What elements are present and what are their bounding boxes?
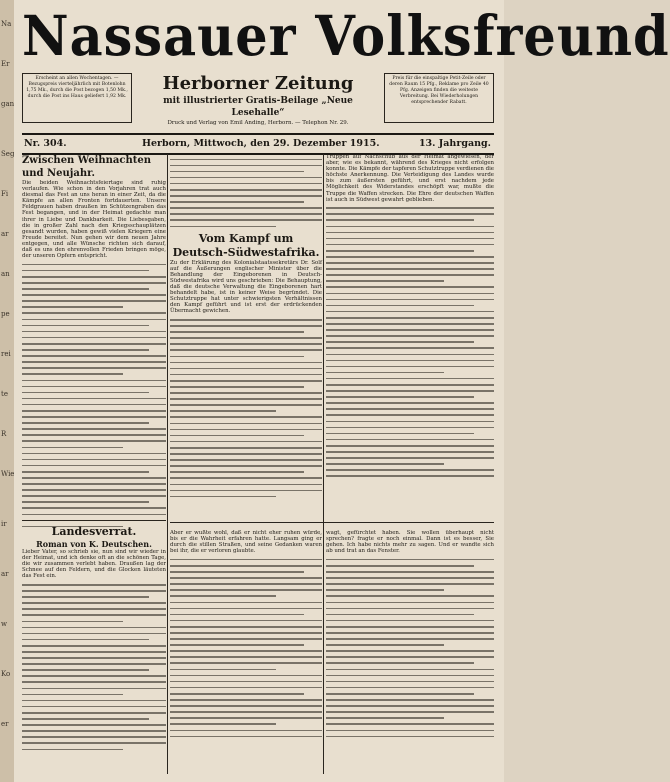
- column-rule: [323, 154, 324, 774]
- subscription-box: Erscheint an allen Wochentagen. — Bezugspreis vierteljährlich mit Botenlohn 1,75 Mk., durch die Post bezogen 1,50 Mk., durch die Post ins Haus geliefert 1,92 Mk.: [22, 73, 132, 123]
- supplement-line: mit illustrierter Gratis-Beilage „Neue Lesehalle“: [163, 96, 353, 118]
- masthead: [22, 2, 670, 72]
- article-heading: Vom Kampf um Deutsch-Südwestafrika.: [172, 231, 320, 259]
- column-2-text-top: [170, 159, 322, 228]
- feuilleton: [22, 520, 166, 779]
- spine-text: ar: [1, 570, 9, 578]
- volume-year: 13. Jahrgang.: [418, 138, 491, 149]
- spine-text: Er: [1, 60, 10, 68]
- subtitle: Herborner Zeitung: [162, 73, 354, 94]
- spine-text: Seg: [1, 150, 15, 158]
- adjacent-page-edge: [0, 0, 15, 782]
- feuilleton-body-continuation: [22, 584, 166, 750]
- spine-text: Na: [1, 20, 12, 28]
- spine-text: an: [1, 270, 10, 278]
- feuilleton-subheading: Roman von K. Deutschen.: [36, 539, 152, 549]
- feuilleton-heading: Landesverrat.: [51, 525, 137, 538]
- article-body: Die beiden Weihnachtsfeiertage sind ruhig verlaufen. Wie schon in den Vorjahren trat auch diesmal das Fest an uns heran in einer Zeit, da die Kämpfe an allen Fronten fortdauerten. Unsere Feldgrauen haben draußen im Schützengraben das Fest begangen, und in der Heimat gedachte man ihrer in Liebe und Dankbarkeit. Die Liebesgaben, die in großer Zahl nach den Kriegsschauplätzen gesandt wurden, haben gewiß vielen Kriegern eine Freude bereitet. Nun gehen wir dem neuen Jahre entgegen, und alle Wünsche richten sich darauf, daß es uns den ehrenvollen Frieden bringen möge, der unseren Opfern entspricht.: [22, 180, 166, 260]
- spine-text: rei: [1, 350, 11, 358]
- column-3: [326, 154, 494, 534]
- advert-price-box: Preis für die einspaltige Petit-Zeile oder deren Raum 15 Pfg., Reklame pro Zeile 40 Pfg. Anzeigen finden die weiteste Verbreitung. Bei Wiederholungen entsprechender Rabatt.: [384, 73, 494, 123]
- spine-text: pe: [1, 310, 10, 318]
- spine-text: Wie: [1, 470, 15, 478]
- article-body-continuation: [170, 319, 322, 497]
- issue-date: Herborn, Mittwoch, den 29. Dezember 1915.: [142, 138, 380, 149]
- novel-body: Aber er wußte wohl, daß er nicht eher ruhen würde, bis er die Wahrheit erfahren hatte. Langsam ging er durch die stillen Straßen, und seine Gedanken waren bei ihr, die er verloren glaubte.: [170, 530, 322, 555]
- article-body: Zu der Erklärung des Kolonialstaatssekretärs Dr. Solf auf die Äußerungen englischer Minister über die Behandlung der Eingeborenen in Deutsch-Südwestafrika wird uns geschrieben: Die Behauptung, daß die deutsche Verwaltung die Eingeborenen hart behandelt habe, ist in keiner Weise begründet. Die Schutztruppe hat unter schwierigsten Verhältnissen den Kampf geführt und ist erst der erdrückenden Übermacht gewichen.: [170, 259, 322, 315]
- spine-text: gan: [1, 100, 15, 108]
- article-body-continuation: [326, 207, 494, 477]
- novel-body-continuation: [170, 559, 322, 737]
- article-body: Truppen auf Nachschub aus der Heimat angewiesen, der aber, wie es bekannt, während des Krieges nicht erfolgen konnte. Die Kämpfe der tapferen Schutztruppe verdienen die höchste Anerkennung. Die Verteidigung des Landes wurde bis zum äußersten geführt, und erst nachdem jede Möglichkeit des Widerstandes erschöpft war, mußte die Truppe die Waffen strecken. Die Ehre der deutschen Waffen ist auch in Südwest gewahrt geblieben.: [326, 154, 494, 203]
- article-heading: Zwischen Weihnachten und Neujahr.: [22, 155, 152, 179]
- subhead: [22, 73, 494, 131]
- column-2: [170, 154, 322, 524]
- novel-column-1: [170, 530, 322, 776]
- novel-body: wagt, gefürchtet haben. Sie wollen überhaupt nicht sprechen? fragte er noch einmal. Dann ist es besser, Sie gehen. Ich habe nichts mehr zu sagen. Und er wandte sich ab und trat an das Fenster.: [326, 530, 494, 555]
- spine-text: Fi: [1, 190, 9, 198]
- spine-text: ar: [1, 230, 9, 238]
- novel-column-2: [326, 530, 494, 776]
- spine-text: er: [1, 720, 9, 728]
- spine-text: te: [1, 390, 8, 398]
- newspaper-title: Nassauer Volksfreund: [22, 4, 670, 69]
- spine-text: R: [1, 430, 7, 438]
- printer-line: Druck und Verlag von Emil Anding, Herborn. — Telephon Nr. 29.: [167, 120, 349, 126]
- issue-number: Nr. 304.: [24, 138, 67, 149]
- spine-text: ir: [1, 520, 7, 528]
- article-body-continuation: [22, 264, 166, 528]
- dateline: [22, 133, 494, 155]
- novel-body-continuation: [326, 559, 494, 737]
- spine-text: w: [1, 620, 7, 628]
- subhead-center: [138, 73, 378, 128]
- feuilleton-body: Lieber Vater, so schrieb sie, nun sind wir wieder in der Heimat, und ich denke oft an die schönen Tage, die wir zusammen verlebt haben. Draußen lag der Schnee auf den Feldern, und die Glocken läuteten das Fest ein.: [22, 549, 166, 580]
- spine-text: Ko: [1, 670, 11, 678]
- column-rule: [167, 154, 168, 774]
